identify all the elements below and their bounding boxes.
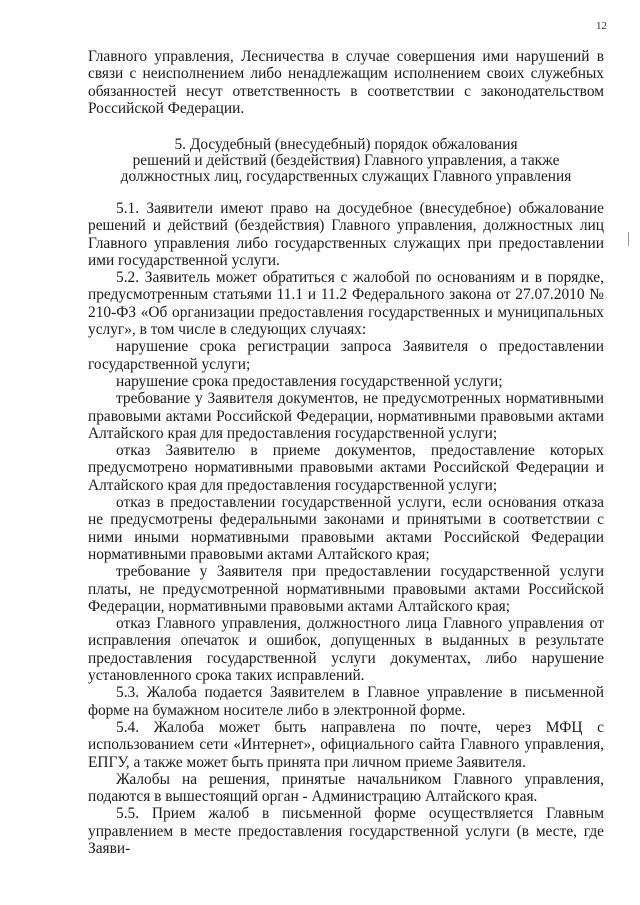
list-item: нарушение срока предоставления государственной услуги; <box>116 372 503 390</box>
paragraph-5-1: 5.1. Заявители имеют право на досудебное (внесудебное) обжалование решений и действий (бездействия) Главного управления, должностных лиц Главного управления либо государственных служащих при предоставлении ими государственной услуги. <box>88 200 604 269</box>
list-item: отказ Главного управления, должностного лица Главного управления от исправления опечаток и ошибок, допущенных в выданных в результате предоставления государственной услуги документах, либо нарушение установленного срока таких исправлений. <box>88 615 604 685</box>
section-heading-line-1: 5. Досудебный (внесудебный) порядок обжалования <box>174 136 518 153</box>
intro-text: Главного управления, Лесничества в случае совершения ими нарушений в связи с неисполнением либо ненадлежащим исполнением своих служебных обязанностей несут ответственность в соответствии с законодательством Российской Федерации. <box>88 48 604 117</box>
list-item: отказ Заявителю в приеме документов, предоставление которых предусмотрено нормативными правовыми актами Российской Федерации и Алтайского края для предоставления государственной услуги; <box>88 442 604 494</box>
section-body <box>88 200 604 857</box>
paragraph-5-3: 5.3. Жалоба подается Заявителем в Главное управление в письменной форме на бумажном носителе либо в электронной форме. <box>88 684 604 719</box>
list-item: требование у Заявителя документов, не предусмотренных нормативными правовыми актами Российской Федерации, нормативными правовыми актами Алтайского края для предоставления государственной услуги; <box>88 390 604 442</box>
paragraph-5-2: 5.2. Заявитель может обратиться с жалобой по основаниям и в порядке, предусмотренным статьями 11.1 и 11.2 Федерального закона от 27.07.2010 № 210-ФЗ «Об организации предоставления государственных и муниципальных услуг», в том числе в следующих случаях: <box>88 269 604 339</box>
section-heading <box>88 137 604 185</box>
page-number: 12 <box>596 20 607 32</box>
section-heading-line-2: решений и действий (бездействия) Главного управления, а также <box>132 152 560 169</box>
scan-mark <box>628 232 629 246</box>
paragraph-5-5: 5.5. Прием жалоб в письменной форме осуществляется Главным управлением в месте предоставления государственной услуги (в месте, где Заяви- <box>88 805 604 857</box>
intro-paragraph <box>88 48 604 117</box>
list-item: требование у Заявителя при предоставлении государственной услуги платы, не предусмотренной нормативными правовыми актами Российской Федерации, нормативными правовыми актами Алтайского края; <box>88 563 604 615</box>
list-item: отказ в предоставлении государственной услуги, если основания отказа не предусмотрены федеральными законами и принятыми в соответствии с ними иными нормативными правовыми актами Российской Федерации нормативными правовыми актами Алтайского края; <box>88 494 604 563</box>
list-item: нарушение срока регистрации запроса Заявителя о предоставлении государственной услуги; <box>88 338 604 373</box>
paragraph-complaints-appeal: Жалобы на решения, принятые начальником Главного управления, подаются в вышестоящий орган - Администрацию Алтайского края. <box>88 770 604 806</box>
paragraph-5-4: 5.4. Жалоба может быть направлена по почте, через МФЦ с использованием сети «Интернет», официального сайта Главного управления, ЕПГУ, а также может быть принята при личном приеме Заявителя. <box>88 718 604 771</box>
section-heading-line-3: должностных лиц, государственных служащих Главного управления <box>120 168 572 185</box>
